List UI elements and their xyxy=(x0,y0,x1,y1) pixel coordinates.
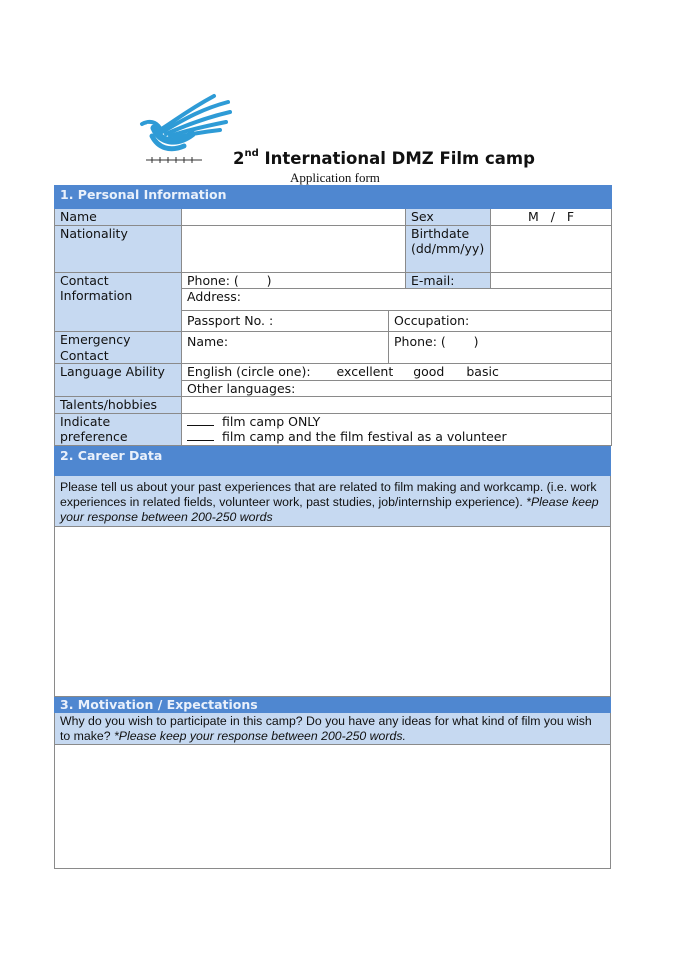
option-good[interactable]: good xyxy=(413,364,445,379)
title-text: International DMZ Film camp xyxy=(258,149,535,168)
passport-field[interactable]: Passport No. : xyxy=(182,311,389,332)
form-title xyxy=(233,149,535,168)
email-field[interactable] xyxy=(491,272,612,289)
nationality-field[interactable] xyxy=(182,225,406,272)
blank-line[interactable] xyxy=(187,414,214,426)
occupation-field[interactable]: Occupation: xyxy=(389,311,612,332)
dove-logo-icon xyxy=(136,92,236,164)
motivation-word-limit: *Please keep your response between 200-250 words. xyxy=(114,728,406,743)
career-response-area[interactable] xyxy=(55,526,611,696)
section-header-motivation: 3. Motivation / Expectations xyxy=(55,696,611,712)
phone-field[interactable]: Phone: ( ) xyxy=(182,272,406,289)
motivation-prompt-text: Why do you wish to participate in this camp? Do you have any ideas for what kind of film you wish to make? xyxy=(60,713,592,743)
talents-label: Talents/hobbies xyxy=(55,397,182,414)
other-languages-field[interactable]: Other languages: xyxy=(182,380,612,397)
language-ability-label: Language Ability xyxy=(55,364,182,397)
motivation-prompt xyxy=(55,712,611,744)
form-subtitle: Application form xyxy=(290,170,380,185)
birthdate-field[interactable] xyxy=(491,225,612,272)
career-prompt xyxy=(55,475,611,526)
preference-field[interactable] xyxy=(182,413,612,445)
contact-label: Contact Information xyxy=(55,272,182,332)
english-prompt: English (circle one): xyxy=(187,364,311,379)
talents-field[interactable] xyxy=(182,397,612,414)
option-basic[interactable]: basic xyxy=(466,364,499,379)
motivation-response-area[interactable] xyxy=(55,744,611,868)
emergency-name-field[interactable]: Name: xyxy=(182,332,389,364)
section-header-personal: 1. Personal Information xyxy=(55,186,612,209)
sex-label: Sex xyxy=(406,209,491,226)
sex-field[interactable]: M / F xyxy=(491,209,612,226)
title-ordinal: nd xyxy=(244,148,259,159)
nationality-label: Nationality xyxy=(55,225,182,272)
blank-line[interactable] xyxy=(187,429,214,441)
preference-label: Indicate preference xyxy=(55,413,182,445)
name-label: Name xyxy=(55,209,182,226)
preference-option-label: film camp and the film festival as a volunteer xyxy=(222,429,507,444)
email-label: E-mail: xyxy=(406,272,491,289)
career-prompt-text: Please tell us about your past experiences that are related to film making and workcamp. (i.e. work experiences in related fields, volunteer work, past studies, job/internship experience). xyxy=(60,479,597,509)
emergency-phone-field[interactable]: Phone: ( ) xyxy=(389,332,612,364)
section-header-career: 2. Career Data xyxy=(55,446,611,475)
english-level-field[interactable] xyxy=(182,364,612,381)
preference-option-camp-only[interactable] xyxy=(187,414,606,430)
title-number: 2 xyxy=(233,149,245,168)
name-field[interactable] xyxy=(182,209,406,226)
preference-option-camp-festival[interactable] xyxy=(187,429,606,445)
option-excellent[interactable]: excellent xyxy=(336,364,394,379)
career-word-limit: *Please keep your response between 200-250 words xyxy=(60,494,599,524)
preference-option-label: film camp ONLY xyxy=(222,413,321,429)
emergency-contact-label: Emergency Contact xyxy=(55,332,182,364)
birthdate-label: Birthdate (dd/mm/yy) xyxy=(406,225,491,272)
application-form xyxy=(54,185,611,869)
address-field[interactable]: Address: xyxy=(182,289,612,311)
personal-info-table xyxy=(54,185,612,446)
career-data-table xyxy=(54,446,611,869)
